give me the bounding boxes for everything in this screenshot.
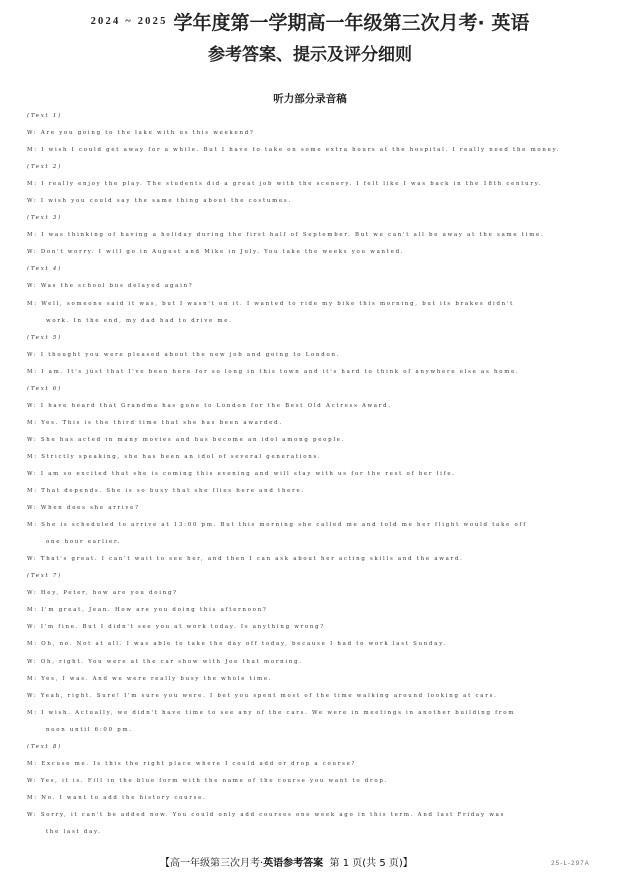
footer-close-bracket: 】 bbox=[402, 858, 413, 869]
transcript-line: M: Oh, no. Not at all. I was able to take the day off today, because I had to work last Sunday. bbox=[27, 641, 447, 648]
transcript-line: W: Are you going to the lake with us this weekend? bbox=[27, 130, 255, 137]
transcript-line: M: I am. It's just that I've been here for so long in this town and it's hard to think of anywhere else as home. bbox=[27, 368, 520, 375]
transcript-line: W: Yes, it is. Fill in the blue form with the name of the course you want to drop. bbox=[27, 777, 388, 784]
transcript-line: W: Sorry, it can't be added now. You could only add courses one week ago in this term. And last Friday was bbox=[27, 811, 506, 818]
transcript-line: W: Don't worry. I will go in August and Mike in July. You take the weeks you wanted. bbox=[27, 249, 405, 256]
transcript-line: W: Oh, right. You were at the car show with Joe that morning. bbox=[27, 658, 303, 665]
transcript-line: M: Excuse me. Is this the right place where I could add or drop a course? bbox=[27, 760, 357, 767]
footer-document-code: 25-L-297A bbox=[551, 861, 590, 867]
transcript-line: W: I wish you could say the same thing about the costumes. bbox=[27, 198, 292, 205]
transcript-line: M: I'm great, Jean. How are you doing this afternoon? bbox=[27, 607, 268, 614]
transcript-line: M: That depends. She is so busy that she flies here and there. bbox=[27, 488, 305, 495]
footer-caption bbox=[160, 855, 413, 873]
transcript-text-label: (Text 2) bbox=[27, 164, 62, 171]
transcript-line: W: Yeah, right. Sure! I'm sure you were. I bet you spent most of the time walking around looking at cars. bbox=[27, 692, 498, 699]
transcript-line: M: No. I want to add the history course. bbox=[27, 794, 207, 801]
transcript-text-label: (Text 4) bbox=[27, 266, 62, 273]
section-title: 听力部分录音稿 bbox=[273, 93, 347, 105]
transcript-line: W: Hey, Peter, how are you doing? bbox=[27, 590, 178, 597]
document-subtitle: 参考答案、提示及评分细则 bbox=[208, 45, 412, 65]
transcript-text-label: (Text 3) bbox=[27, 215, 62, 222]
transcript-line: W: I thought you were pleased about the new job and going to London. bbox=[27, 351, 341, 358]
transcript-line-continuation: the last day. bbox=[46, 828, 102, 835]
document-title-line-1 bbox=[0, 8, 620, 35]
transcript-line: M: Yes. This is the third time that she has been awarded. bbox=[27, 419, 283, 426]
footer-answer-key-label: 英语参考答案 bbox=[263, 858, 324, 869]
transcript-line: M: I was thinking of having a holiday during the first half of September. But we can't all be away at the same time. bbox=[27, 232, 545, 239]
transcript-text-label: (Text 7) bbox=[27, 573, 62, 580]
transcript-line: W: I have heard that Grandma has gone to London for the Best Old Actress Award. bbox=[27, 402, 392, 409]
footer-exam-label: 高一年级第三次月考· bbox=[170, 858, 264, 869]
transcript-line-continuation: one hour earlier. bbox=[46, 539, 122, 546]
footer-page-number: 第 1 页(共 5 页) bbox=[329, 858, 403, 869]
transcript-line: W: When does she arrive? bbox=[27, 505, 140, 512]
transcript-text-label: (Text 6) bbox=[27, 385, 62, 392]
transcript-line: M: I wish. Actually, we didn't have time to see any of the cars. We were in meetings in another building from bbox=[27, 709, 516, 716]
transcript-text-label: (Text 5) bbox=[27, 334, 62, 341]
listening-transcript bbox=[27, 108, 593, 841]
transcript-text-label: (Text 8) bbox=[27, 743, 62, 750]
transcript-text-label: (Text 1) bbox=[27, 113, 62, 119]
transcript-line-continuation: work. In the end, my dad had to drive me. bbox=[46, 317, 233, 324]
transcript-line: M: I really enjoy the play. The students did a great job with the scenery. I felt like I was back in the 18th century. bbox=[27, 181, 543, 188]
page-footer bbox=[0, 855, 620, 873]
footer-open-bracket: 【 bbox=[160, 858, 170, 869]
transcript-line-continuation: noon until 6:00 pm. bbox=[46, 726, 133, 733]
transcript-line: W: I'm fine. But I didn't see you at work today. Is anything wrong? bbox=[27, 624, 325, 631]
exam-title: 学年度第一学期高一年级第三次月考· 英语 bbox=[173, 12, 530, 34]
transcript-line: M: Yes, I was. And we were really busy the whole time. bbox=[27, 675, 273, 682]
transcript-line: M: I wish I could get away for a while. But I have to take on some extra hours at the hospital. I really need the money. bbox=[27, 147, 561, 154]
transcript-line: W: That's great. I can't wait to see her, and then I can ask about her acting skills and the award. bbox=[27, 556, 464, 563]
transcript-line: W: She has acted in many movies and has become an idol among people. bbox=[27, 436, 346, 443]
transcript-line: W: I am so excited that she is coming this evening and will stay with us for the rest of her life. bbox=[27, 470, 456, 477]
transcript-line: M: Strictly speaking, she has been an idol of several generations. bbox=[27, 453, 322, 460]
transcript-line: W: Was the school bus delayed again? bbox=[27, 283, 194, 290]
transcript-line: M: Well, someone said it was, but I wasn't on it. I wanted to ride my bike this morning, but its brakes didn't bbox=[27, 300, 515, 307]
school-year: 2024 ~ 2025 bbox=[90, 16, 168, 27]
transcript-line: M: She is scheduled to arrive at 13:00 pm. But this morning she called me and told me her flight would take off bbox=[27, 522, 528, 529]
